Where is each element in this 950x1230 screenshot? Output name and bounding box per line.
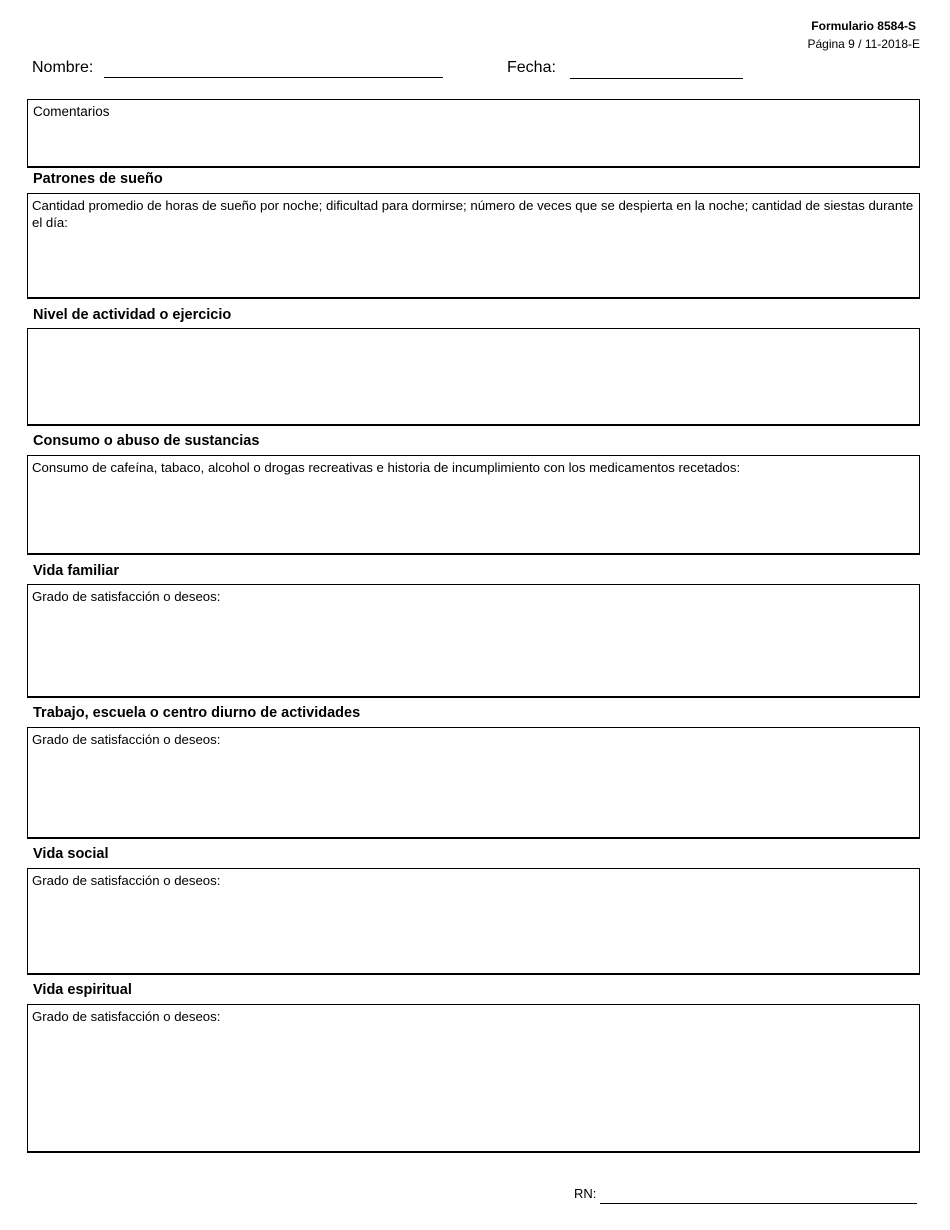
form-code: Formulario 8584-S [811, 19, 916, 33]
comments-label: Comentarios [33, 104, 110, 119]
section-title-activity: Nivel de actividad o ejercicio [33, 307, 232, 323]
section-title-work: Trabajo, escuela o centro diurno de actividades [33, 705, 361, 721]
substances-box[interactable] [27, 455, 920, 555]
name-label: Nombre: [32, 59, 94, 76]
family-prompt: Grado de satisfacción o deseos: [32, 589, 221, 604]
sleep-box[interactable] [27, 193, 920, 299]
activity-box[interactable] [27, 328, 920, 426]
work-box[interactable] [27, 727, 920, 839]
substances-prompt: Consumo de cafeína, tabaco, alcohol o drogas recreativas e historia de incumplimiento con los medicamentos recetados: [32, 460, 741, 475]
family-box[interactable] [27, 584, 920, 698]
work-prompt: Grado de satisfacción o deseos: [32, 732, 221, 747]
social-box[interactable] [27, 868, 920, 975]
section-title-family: Vida familiar [33, 563, 119, 579]
comments-box[interactable] [27, 99, 920, 168]
rn-label: RN: [574, 1186, 597, 1201]
page-info: Página 9 / 11-2018-E [807, 37, 920, 51]
social-prompt: Grado de satisfacción o deseos: [32, 873, 221, 888]
rn-field[interactable] [600, 1203, 917, 1204]
activity-prompt [28, 329, 919, 335]
date-field[interactable] [570, 78, 743, 79]
section-title-sleep: Patrones de sueño [33, 171, 163, 187]
section-title-substances: Consumo o abuso de sustancias [33, 433, 260, 449]
name-field[interactable] [104, 77, 443, 78]
date-label: Fecha: [507, 59, 556, 76]
sleep-prompt: Cantidad promedio de horas de sueño por noche; dificultad para dormirse; número de veces que se despierta en la noche; cantidad de siestas durante el día: [32, 198, 914, 230]
spiritual-prompt: Grado de satisfacción o deseos: [32, 1009, 221, 1024]
section-title-spiritual: Vida espiritual [33, 982, 132, 998]
section-title-social: Vida social [33, 846, 109, 862]
spiritual-box[interactable] [27, 1004, 920, 1153]
